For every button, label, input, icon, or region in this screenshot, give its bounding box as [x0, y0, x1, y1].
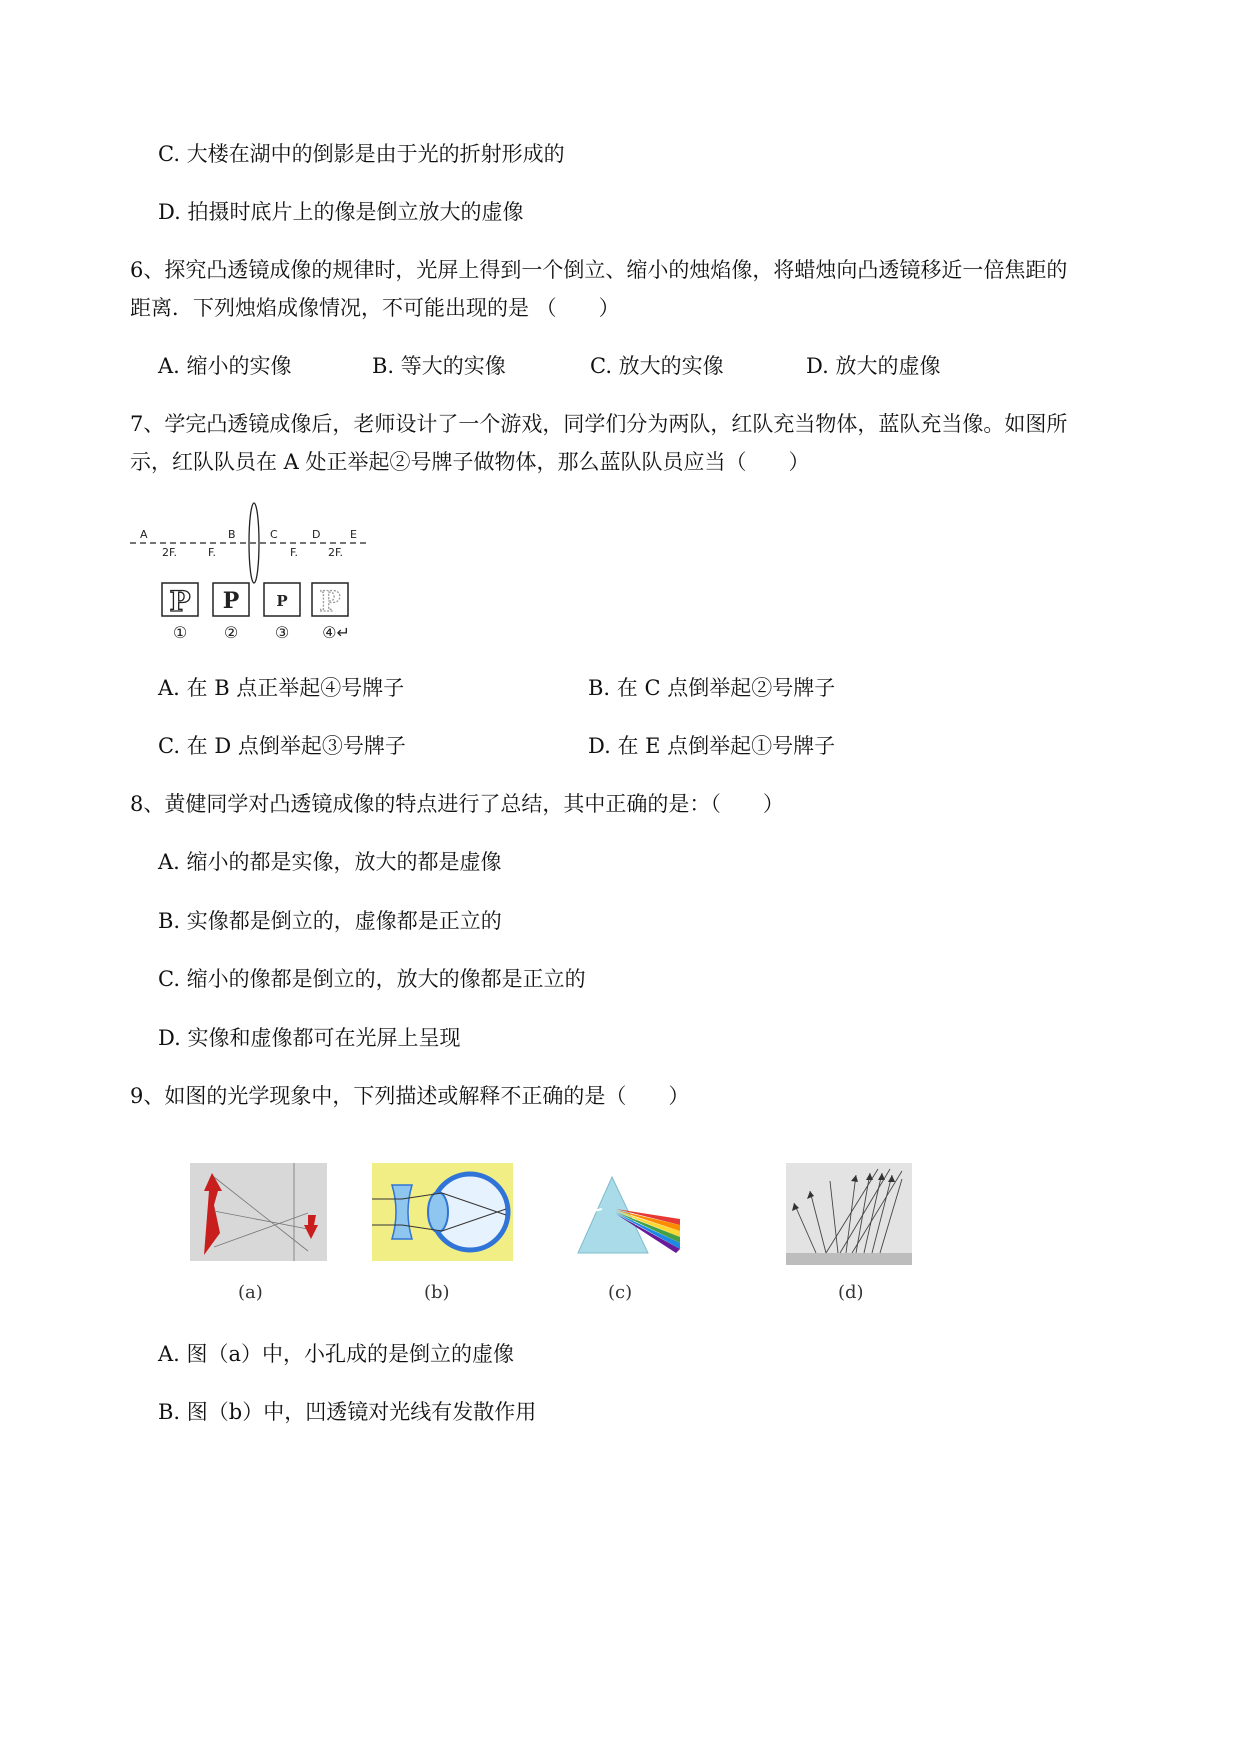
- card-3-letter: P: [276, 592, 288, 610]
- point-a: A: [140, 528, 148, 541]
- point-e: E: [350, 528, 357, 541]
- q9-caption-b: (b): [424, 1282, 450, 1303]
- q7-option-d: D. 在 E 点倒举起①号牌子: [588, 734, 836, 758]
- q9-figure-a-pinhole: [190, 1163, 327, 1261]
- point-c: C: [270, 528, 278, 541]
- card-1-number: ①: [172, 623, 188, 642]
- q9-option-b: B. 图（b）中，凹透镜对光线有发散作用: [158, 1400, 537, 1424]
- focus-2f-right: 2F.: [328, 546, 344, 559]
- q7-option-b: B. 在 C 点倒举起②号牌子: [588, 676, 836, 700]
- q9-caption-d: (d): [838, 1282, 864, 1303]
- q5-option-c: C. 大楼在湖中的倒影是由于光的折射形成的: [158, 142, 565, 166]
- q7-option-a: A. 在 B 点正举起④号牌子: [158, 676, 405, 700]
- q9-figure-c-prism: [576, 1175, 684, 1255]
- q8-option-c: C. 缩小的像都是倒立的，放大的像都是正立的: [158, 967, 586, 991]
- q9-caption-a: (a): [238, 1282, 263, 1303]
- focus-f-left: F.: [208, 546, 217, 559]
- q7-lens-figure: [128, 500, 378, 650]
- q9-stem: 9、如图的光学现象中，下列描述或解释不正确的是（ ）: [130, 1084, 690, 1108]
- q9-caption-c: (c): [608, 1282, 633, 1303]
- q7-option-c: C. 在 D 点倒举起③号牌子: [158, 734, 406, 758]
- q6-stem-line1: 6、探究凸透镜成像的规律时，光屏上得到一个倒立、缩小的烛焰像，将蜡烛向凸透镜移近一倍焦距的: [130, 258, 1068, 282]
- q8-option-a: A. 缩小的都是实像，放大的都是虚像: [158, 850, 502, 874]
- q5-option-d: D. 拍摄时底片上的像是倒立放大的虚像: [158, 200, 524, 224]
- q9-figure-b-eye: [372, 1163, 513, 1261]
- card-2-number: ②: [223, 623, 239, 642]
- q7-stem-line2: 示，红队队员在 A 处正举起②号牌子做物体，那么蓝队队员应当（ ）: [130, 450, 810, 474]
- point-d: D: [312, 528, 321, 541]
- focus-2f-left: 2F.: [162, 546, 178, 559]
- card-1-letter: P: [169, 585, 191, 618]
- q9-figure-d-reflection: [786, 1163, 912, 1265]
- q8-stem: 8、黄健同学对凸透镜成像的特点进行了总结，其中正确的是：（ ）: [130, 792, 784, 816]
- q6-option-a: A. 缩小的实像: [158, 354, 292, 378]
- card-2-letter: P: [222, 588, 240, 614]
- q8-option-b: B. 实像都是倒立的，虚像都是正立的: [158, 909, 502, 933]
- card-3-number: ③: [274, 623, 290, 642]
- q7-stem-line1: 7、学完凸透镜成像后，老师设计了一个游戏，同学们分为两队，红队充当物体，蓝队充当像。如图所: [130, 412, 1068, 436]
- q8-option-d: D. 实像和虚像都可在光屏上呈现: [158, 1026, 461, 1050]
- card-4-letter: P: [319, 585, 341, 618]
- q6-option-d: D. 放大的虚像: [806, 354, 941, 378]
- point-b: B: [228, 528, 236, 541]
- q9-option-a: A. 图（a）中，小孔成的是倒立的虚像: [158, 1342, 515, 1366]
- card-4-number: ④↵: [322, 623, 350, 642]
- q6-stem-line2: 距离．下列烛焰成像情况，不可能出现的是 （ ）: [130, 296, 620, 320]
- q6-option-b: B. 等大的实像: [372, 354, 506, 378]
- q6-option-c: C. 放大的实像: [590, 354, 724, 378]
- focus-f-right: F.: [290, 546, 299, 559]
